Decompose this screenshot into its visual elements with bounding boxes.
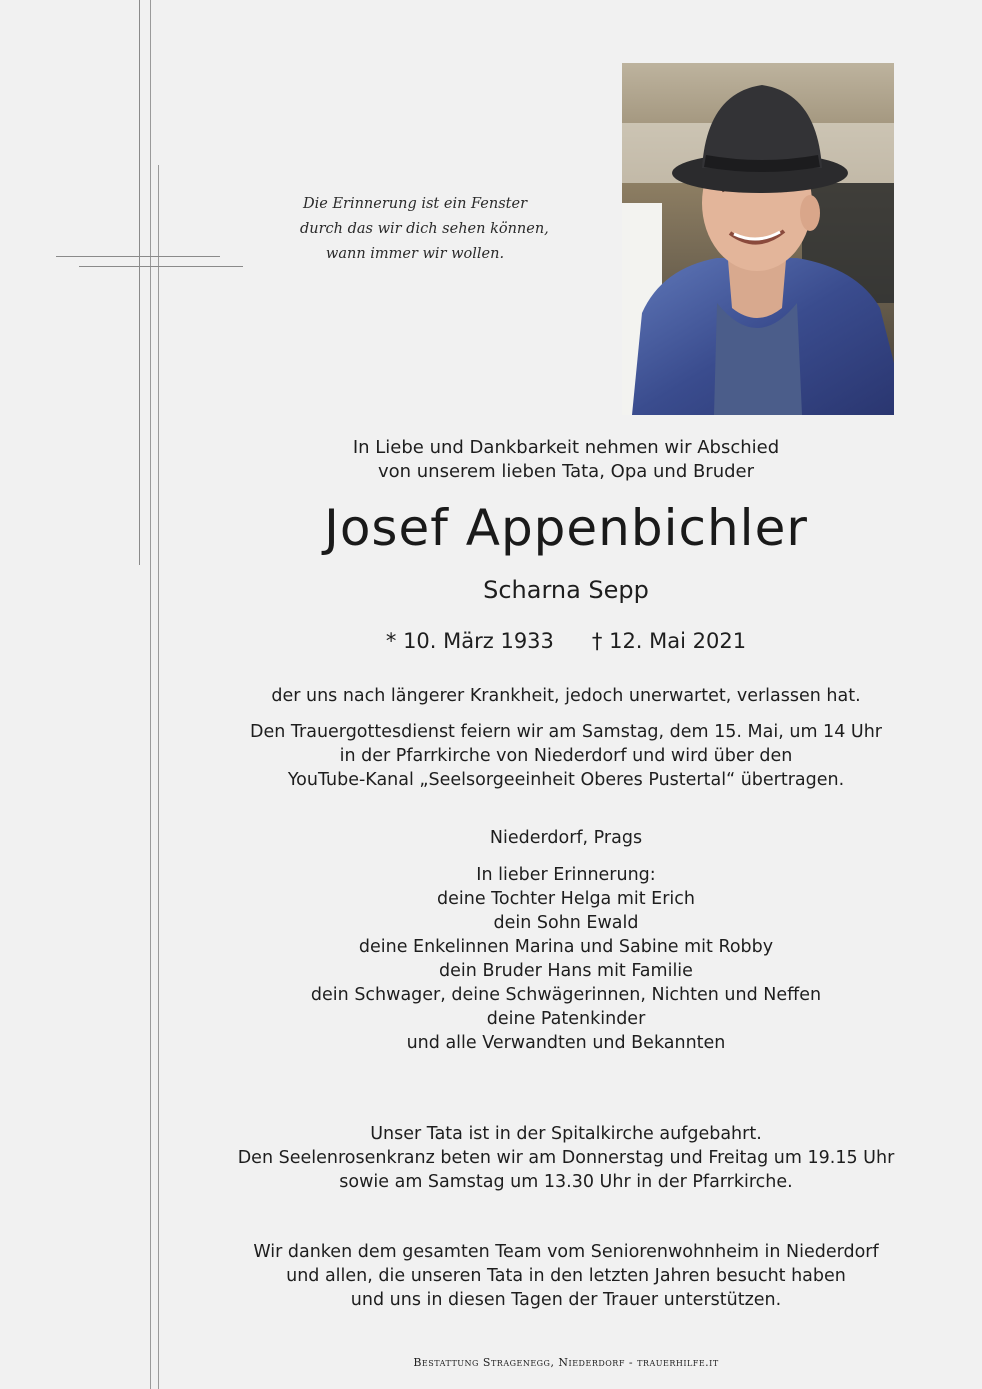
memorial-quote	[300, 192, 549, 267]
birth-date: * 10. März 1933	[385, 629, 554, 653]
intro-line: In Liebe und Dankbarkeit nehmen wir Abschied	[352, 437, 780, 458]
life-dates	[170, 626, 962, 656]
deceased-nickname: Scharna Sepp	[483, 576, 649, 604]
mourner-entry: dein Bruder Hans mit Familie	[439, 961, 693, 981]
cross-vertical-line-left	[139, 0, 140, 565]
farewell-intro	[170, 436, 962, 484]
mourner-entry: und alle Verwandten und Bekannten	[406, 1033, 726, 1053]
place-line: Niederdorf, Prags	[489, 828, 643, 848]
cross-horizontal-line-bottom	[79, 266, 243, 267]
viewing-line: Den Seelenrosenkranz beten wir am Donnerstag und Freitag um 19.15 Uhr	[237, 1148, 895, 1168]
cross-vertical-line-right	[158, 165, 159, 1389]
service-line: YouTube-Kanal „Seelsorgeeinheit Oberes Pustertal“ übertragen.	[287, 770, 845, 790]
service-line: Den Trauergottesdienst feiern wir am Samstag, dem 15. Mai, um 14 Uhr	[250, 722, 882, 742]
mourner-entry: deine Enkelinnen Marina und Sabine mit Robby	[358, 937, 774, 957]
thanks-line: Wir danken dem gesamten Team vom Seniorenwohnheim in Niederdorf	[253, 1242, 879, 1262]
intro-line: von unserem lieben Tata, Opa und Bruder	[377, 461, 755, 482]
portrait-photo	[622, 63, 894, 415]
deceased-name: Josef Appenbichler	[324, 499, 808, 557]
viewing-line: Unser Tata ist in der Spitalkirche aufgebahrt.	[370, 1124, 762, 1144]
quote-line: Die Erinnerung ist ein Fenster	[302, 196, 527, 212]
funeral-service-info	[170, 720, 962, 792]
passing-note: der uns nach längerer Krankheit, jedoch unerwartet, verlassen hat.	[271, 686, 861, 706]
thanks-line: und allen, die unseren Tata in den letzten Jahren besucht haben	[286, 1266, 846, 1286]
mourner-entry: deine Patenkinder	[486, 1009, 646, 1029]
death-date: † 12. Mai 2021	[591, 629, 747, 653]
border-vertical-line	[150, 0, 151, 1389]
quote-line: wann immer wir wollen.	[325, 246, 505, 262]
thanks-message	[170, 1240, 962, 1312]
service-line: in der Pfarrkirche von Niederdorf und wird über den	[339, 746, 793, 766]
mourners-heading: In lieber Erinnerung:	[476, 865, 656, 885]
thanks-line: und uns in diesen Tagen der Trauer unterstützen.	[350, 1290, 782, 1310]
quote-line: durch das wir dich sehen können,	[300, 221, 549, 237]
mourner-entry: deine Tochter Helga mit Erich	[436, 889, 696, 909]
viewing-line: sowie am Samstag um 13.30 Uhr in der Pfarrkirche.	[339, 1172, 793, 1192]
mourner-entry: dein Schwager, deine Schwägerinnen, Nichten und Neffen	[310, 985, 822, 1005]
mourner-entry: dein Sohn Ewald	[493, 913, 639, 933]
funeral-home-footer: Bestattung Stragenegg, Niederdorf - trauerhilfe.it	[413, 1356, 719, 1369]
cross-horizontal-line-top	[56, 256, 220, 257]
viewing-and-rosary-info	[170, 1122, 962, 1194]
mourners-list	[170, 863, 962, 1055]
